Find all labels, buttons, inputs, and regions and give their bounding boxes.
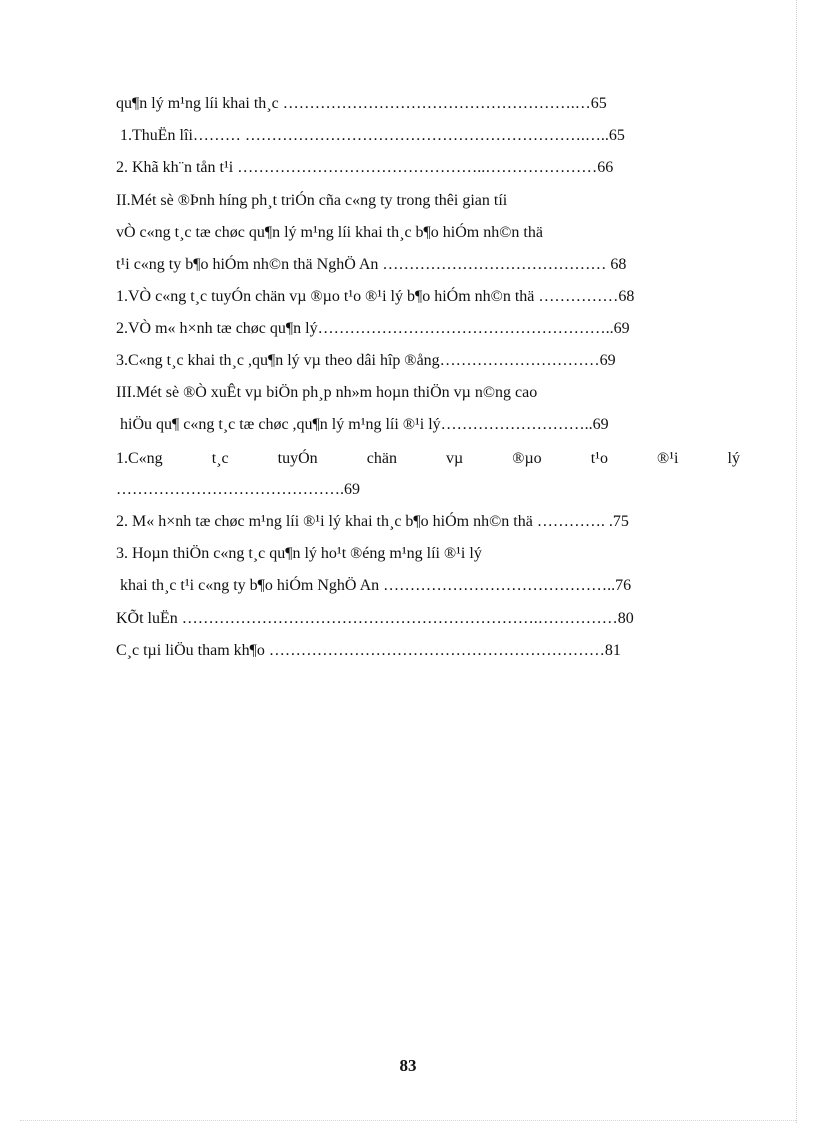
toc-line: 3. Hoµn thiÖn c«ng t¸c qu¶n lý ho¹t ®éng m¹ng líi ®¹i lý bbox=[116, 545, 482, 562]
toc-word: t¹o bbox=[590, 450, 608, 467]
toc-word: tuyÓn bbox=[277, 450, 318, 467]
page-border-bottom bbox=[20, 1120, 796, 1121]
toc-word: vµ bbox=[446, 450, 464, 467]
toc-line: khai th¸c t¹i c«ng ty b¶o hiÓm NghÖ An ……………………………………..76 bbox=[120, 577, 632, 594]
toc-word: ®µo bbox=[512, 450, 542, 467]
toc-line: 1.ThuËn lîi……… ……………………………………………………….…..65 bbox=[120, 127, 625, 144]
toc-line: vÒ c«ng t¸c tæ chøc qu¶n lý m¹ng líi khai th¸c b¶o hiÓm nh©n thä bbox=[116, 224, 543, 241]
toc-section-heading: III.Mét sè ®Ò xuÊt vµ biÖn ph¸p nh»m hoµn thiÖn vµ n©ng cao bbox=[116, 384, 538, 401]
toc-line: KÕt luËn ………………………………………………………….……………80 bbox=[116, 610, 634, 627]
toc-word: lý bbox=[727, 450, 740, 467]
page-number: 83 bbox=[399, 1056, 417, 1075]
toc-section-heading: II.Mét sè ®Þnh híng ph¸t triÓn cña c«ng ty trong thêi gian tíi bbox=[116, 192, 508, 209]
toc-line: 1.VÒ c«ng t¸c tuyÓn chän vµ ®µo t¹o ®¹i lý b¶o hiÓm nh©n thä ……………68 bbox=[116, 288, 635, 305]
toc-word: ®¹i bbox=[657, 450, 679, 467]
toc-line: 2.VÒ m« h×nh tæ chøc qu¶n lý………………………………………………..69 bbox=[116, 320, 630, 337]
toc-line: 3.C«ng t¸c khai th¸c ,qu¶n lý vµ theo dâi hîp ®ång…………………………69 bbox=[116, 352, 616, 369]
toc-word: t¸c bbox=[211, 450, 229, 467]
toc-line: C¸c tµi liÖu tham kh¶o ………………………………………………………81 bbox=[116, 642, 621, 659]
page-border-right bbox=[796, 0, 797, 1123]
toc-line: 2. M« h×nh tæ chøc m¹ng líi ®¹i lý khai th¸c b¶o hiÓm nh©n thä …………. .75 bbox=[116, 513, 629, 530]
toc-line: …………………………………….69 bbox=[116, 481, 360, 498]
toc-line: hiÖu qu¶ c«ng t¸c tæ chøc ,qu¶n lý m¹ng líi ®¹i lý………………………..69 bbox=[120, 416, 609, 433]
toc-line: t¹i c«ng ty b¶o hiÓm nh©n thä NghÖ An …………………………………… 68 bbox=[116, 256, 627, 273]
toc-justified-line bbox=[116, 448, 740, 470]
toc-word: chän bbox=[366, 450, 397, 467]
toc-line: qu¶n lý m¹ng líi khai th¸c ……………………………………………….…65 bbox=[116, 95, 607, 112]
toc-line: 2. Khã kh¨n tån t¹i ………………………………………..…………………66 bbox=[116, 159, 614, 176]
toc-word: 1.C«ng bbox=[116, 450, 163, 467]
